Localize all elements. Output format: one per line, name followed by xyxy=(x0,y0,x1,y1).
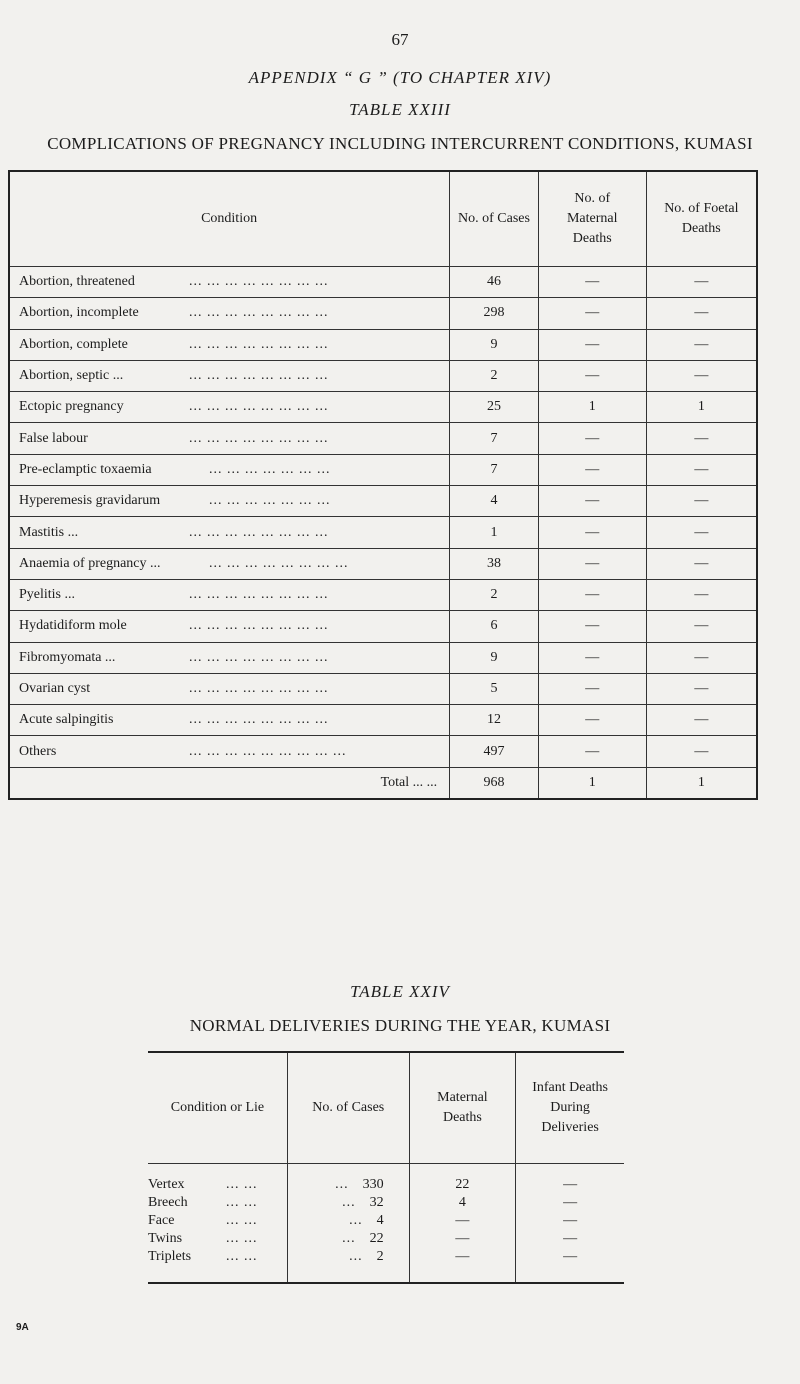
condition-name: Abortion, threatened xyxy=(19,274,135,290)
condition-name: Ectopic pregnancy xyxy=(19,399,124,415)
foetal-deaths-cell: — xyxy=(646,329,757,360)
header-condition-or-lie: Condition or Lie xyxy=(148,1052,287,1164)
leader-dots: ... ... ... ... ... ... ... ... xyxy=(189,336,329,352)
leader-dots: ... ... ... ... ... ... ... ... xyxy=(189,274,329,290)
table-23-label: TABLE XXIII xyxy=(349,100,451,119)
cases-cell: 6 xyxy=(450,611,539,642)
lie-cell xyxy=(148,1248,287,1283)
condition-name: Fibromyomata ... xyxy=(19,649,116,665)
condition-cell xyxy=(9,517,450,548)
foetal-deaths-cell: 1 xyxy=(646,392,757,423)
leader-dots: ... ... ... ... ... ... ... ... xyxy=(189,368,329,384)
table-row xyxy=(9,517,757,548)
header-maternal-deaths: Maternal Deaths xyxy=(409,1052,516,1164)
leader-dots: ... ... ... ... ... ... ... ... xyxy=(189,430,329,446)
leader-dots: ... xyxy=(342,1231,356,1246)
maternal-deaths-cell: — xyxy=(538,579,646,610)
infant-deaths-cell: — xyxy=(516,1248,624,1283)
header-cases: No. of Cases xyxy=(450,171,539,267)
table-row xyxy=(9,423,757,454)
table-row xyxy=(9,736,757,767)
table-row xyxy=(148,1164,624,1195)
leader-dots: ... xyxy=(342,1195,356,1210)
lie-name: Triplets xyxy=(148,1249,192,1264)
condition-name: Abortion, incomplete xyxy=(19,305,139,321)
maternal-deaths-cell: — xyxy=(409,1248,516,1283)
foetal-deaths-cell: — xyxy=(646,736,757,767)
leader-dots: ... ... ... ... ... ... ... xyxy=(209,461,331,477)
foetal-deaths-cell: — xyxy=(646,298,757,329)
foetal-deaths-cell: — xyxy=(646,267,757,298)
cases-value: 4 xyxy=(376,1213,384,1228)
foetal-deaths-cell: — xyxy=(646,611,757,642)
maternal-deaths-cell: — xyxy=(538,267,646,298)
infant-deaths-cell: — xyxy=(516,1230,624,1248)
cases-cell: 1 xyxy=(450,517,539,548)
lie-name: Face xyxy=(148,1213,175,1228)
leader-dots: ... ... ... ... ... ... ... xyxy=(209,493,331,509)
maternal-deaths-cell: — xyxy=(538,486,646,517)
condition-cell xyxy=(9,611,450,642)
maternal-deaths-cell: 1 xyxy=(538,392,646,423)
leader-dots: ... ... ... ... ... ... ... ... xyxy=(189,712,329,728)
cases-cell: 12 xyxy=(450,705,539,736)
foetal-deaths-cell: — xyxy=(646,705,757,736)
maternal-deaths-cell: — xyxy=(538,548,646,579)
condition-name: False labour xyxy=(19,430,88,446)
table-row xyxy=(9,392,757,423)
maternal-deaths-cell: — xyxy=(538,298,646,329)
cases-cell xyxy=(287,1194,409,1212)
table-row xyxy=(9,642,757,673)
leader-dots: ... ... ... ... ... ... ... ... xyxy=(189,681,329,696)
footnote-mark: 9A xyxy=(16,1322,29,1333)
total-row xyxy=(9,767,757,799)
maternal-deaths-cell: — xyxy=(409,1230,516,1248)
infant-deaths-cell: — xyxy=(516,1212,624,1230)
lie-cell xyxy=(148,1230,287,1248)
leader-dots: ... ... ... ... ... ... ... ... ... xyxy=(189,743,347,759)
leader-dots: ... ... ... ... ... ... ... ... xyxy=(189,524,329,540)
cases-value: 22 xyxy=(369,1231,384,1246)
leader-dots: ... ... ... ... ... ... ... ... xyxy=(189,399,329,415)
table-row xyxy=(148,1212,624,1230)
cases-cell: 4 xyxy=(450,486,539,517)
condition-name: Ovarian cyst xyxy=(19,681,91,696)
table-row xyxy=(9,548,757,579)
leader-dots: ... xyxy=(349,1249,363,1264)
cases-cell xyxy=(287,1230,409,1248)
table-header-row xyxy=(148,1052,624,1164)
table-row xyxy=(9,579,757,610)
cases-cell: 25 xyxy=(450,392,539,423)
condition-cell xyxy=(9,486,450,517)
maternal-deaths-cell: — xyxy=(538,736,646,767)
deliveries-table xyxy=(148,1051,624,1284)
maternal-deaths-cell: — xyxy=(538,705,646,736)
leader-dots: ... ... xyxy=(226,1213,258,1228)
condition-name: Others xyxy=(19,743,57,759)
cases-cell xyxy=(287,1164,409,1195)
leader-dots: ... ... ... ... ... ... ... ... xyxy=(189,649,329,665)
header-cases: No. of Cases xyxy=(287,1052,409,1164)
appendix-heading: APPENDIX “ G ” (TO CHAPTER XIV) xyxy=(248,68,552,87)
lie-name: Breech xyxy=(148,1195,188,1210)
table-24-title: NORMAL DELIVERIES DURING THE YEAR, KUMASI xyxy=(189,1016,611,1035)
foetal-deaths-cell: — xyxy=(646,486,757,517)
leader-dots: ... ... ... ... ... ... ... ... xyxy=(209,555,349,571)
foetal-deaths-cell: — xyxy=(646,517,757,548)
condition-cell xyxy=(9,673,450,704)
table-row xyxy=(9,329,757,360)
infant-deaths-cell: — xyxy=(516,1164,624,1195)
cases-cell: 7 xyxy=(450,454,539,485)
foetal-deaths-cell: — xyxy=(646,454,757,485)
maternal-deaths-cell: — xyxy=(538,360,646,391)
maternal-deaths-cell: — xyxy=(538,329,646,360)
cases-value: 330 xyxy=(362,1177,384,1192)
lie-cell xyxy=(148,1194,287,1212)
total-cases: 968 xyxy=(450,767,539,799)
maternal-deaths-cell: 22 xyxy=(409,1164,516,1195)
foetal-deaths-cell: — xyxy=(646,548,757,579)
condition-name: Mastitis ... xyxy=(19,524,79,540)
condition-name: Pyelitis ... xyxy=(19,587,76,603)
maternal-deaths-cell: — xyxy=(538,454,646,485)
foetal-deaths-cell: — xyxy=(646,673,757,704)
leader-dots: ... ... ... ... ... ... ... ... xyxy=(189,305,329,321)
maternal-deaths-cell: — xyxy=(538,673,646,704)
table-row xyxy=(9,705,757,736)
table-row xyxy=(9,673,757,704)
lie-cell xyxy=(148,1164,287,1195)
table-row xyxy=(148,1230,624,1248)
condition-cell xyxy=(9,579,450,610)
foetal-deaths-cell: — xyxy=(646,579,757,610)
condition-name: Abortion, complete xyxy=(19,336,128,352)
header-maternal-deaths: No. of Maternal Deaths xyxy=(538,171,646,267)
cases-value: 2 xyxy=(376,1249,384,1264)
condition-cell xyxy=(9,705,450,736)
condition-name: Hyperemesis gravidarum xyxy=(19,493,161,509)
page-number: 67 xyxy=(391,30,409,49)
condition-name: Hydatidiform mole xyxy=(19,618,127,634)
cases-cell: 497 xyxy=(450,736,539,767)
maternal-deaths-cell: — xyxy=(538,423,646,454)
leader-dots: ... ... xyxy=(226,1231,258,1246)
cases-cell: 9 xyxy=(450,642,539,673)
table-23-title: COMPLICATIONS OF PREGNANCY INCLUDING INTERCURRENT CONDITIONS, KUMASI xyxy=(47,134,753,153)
total-foetal: 1 xyxy=(646,767,757,799)
total-label: Total ... ... xyxy=(9,767,450,799)
leader-dots: ... ... xyxy=(226,1249,258,1264)
cases-cell: 298 xyxy=(450,298,539,329)
table-header-row xyxy=(9,171,757,267)
table-row xyxy=(9,267,757,298)
table-row xyxy=(9,360,757,391)
table-row xyxy=(148,1194,624,1212)
condition-cell xyxy=(9,642,450,673)
condition-cell xyxy=(9,360,450,391)
condition-cell xyxy=(9,548,450,579)
cases-cell: 2 xyxy=(450,360,539,391)
leader-dots: ... ... xyxy=(226,1195,258,1210)
leader-dots: ... ... xyxy=(226,1177,258,1192)
table-24-label: TABLE XXIV xyxy=(350,982,450,1001)
cases-value: 32 xyxy=(369,1195,384,1210)
condition-cell xyxy=(9,392,450,423)
foetal-deaths-cell: — xyxy=(646,360,757,391)
table-row xyxy=(9,454,757,485)
leader-dots: ... ... ... ... ... ... ... ... xyxy=(189,618,329,634)
lie-cell xyxy=(148,1212,287,1230)
foetal-deaths-cell: — xyxy=(646,642,757,673)
total-maternal: 1 xyxy=(538,767,646,799)
header-infant-deaths: Infant Deaths During Deliveries xyxy=(516,1052,624,1164)
cases-cell: 2 xyxy=(450,579,539,610)
condition-cell xyxy=(9,454,450,485)
cases-cell xyxy=(287,1212,409,1230)
leader-dots: ... xyxy=(349,1213,363,1228)
condition-name: Pre-eclamptic toxaemia xyxy=(19,461,152,477)
condition-cell xyxy=(9,329,450,360)
maternal-deaths-cell: — xyxy=(409,1212,516,1230)
cases-cell: 5 xyxy=(450,673,539,704)
leader-dots: ... xyxy=(335,1177,349,1192)
condition-cell xyxy=(9,267,450,298)
condition-cell xyxy=(9,736,450,767)
header-condition: Condition xyxy=(9,171,450,267)
cases-cell: 46 xyxy=(450,267,539,298)
condition-name: Abortion, septic ... xyxy=(19,368,124,384)
table-row xyxy=(9,611,757,642)
header-foetal-deaths: No. of Foetal Deaths xyxy=(646,171,757,267)
maternal-deaths-cell: — xyxy=(538,611,646,642)
cases-cell: 7 xyxy=(450,423,539,454)
condition-cell xyxy=(9,423,450,454)
table-row xyxy=(9,298,757,329)
maternal-deaths-cell: 4 xyxy=(409,1194,516,1212)
cases-cell xyxy=(287,1248,409,1283)
maternal-deaths-cell: — xyxy=(538,517,646,548)
table-row xyxy=(9,486,757,517)
maternal-deaths-cell: — xyxy=(538,642,646,673)
lie-name: Vertex xyxy=(148,1177,185,1192)
infant-deaths-cell: — xyxy=(516,1194,624,1212)
foetal-deaths-cell: — xyxy=(646,423,757,454)
cases-cell: 38 xyxy=(450,548,539,579)
cases-cell: 9 xyxy=(450,329,539,360)
condition-cell xyxy=(9,298,450,329)
table-row xyxy=(148,1248,624,1283)
lie-name: Twins xyxy=(148,1231,183,1246)
leader-dots: ... ... ... ... ... ... ... ... xyxy=(189,587,329,603)
condition-name: Anaemia of pregnancy ... xyxy=(19,555,161,571)
condition-name: Acute salpingitis xyxy=(19,712,114,728)
complications-table xyxy=(8,170,758,800)
